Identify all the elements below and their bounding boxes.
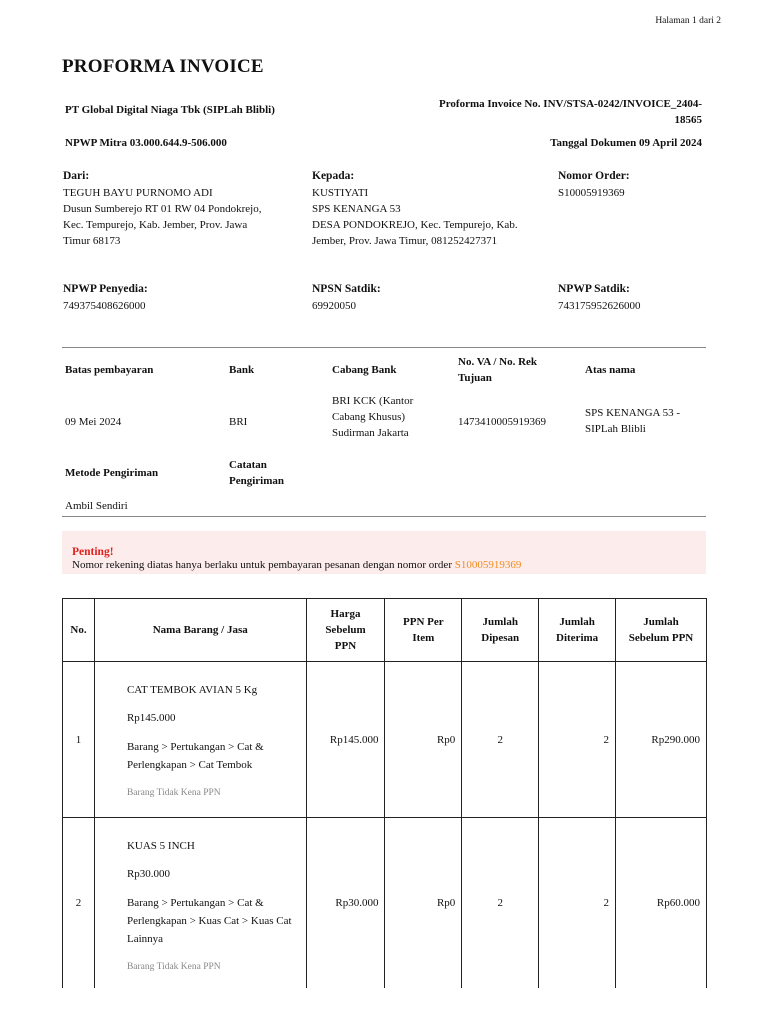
row-number: 1 bbox=[63, 662, 95, 818]
shipping-method-value: Ambil Sendiri bbox=[65, 500, 128, 512]
account-name-value bbox=[585, 405, 680, 437]
npwp-penyedia-value: 749375408626000 bbox=[63, 300, 146, 312]
recipient-line: Jember, Prov. Jawa Timur, 081252427371 bbox=[312, 235, 498, 247]
va-number-header-line: No. VA / No. Rek bbox=[458, 356, 538, 368]
bank-branch-line: BRI KCK (Kantor bbox=[332, 395, 414, 407]
npwp-satdik-block bbox=[558, 283, 641, 314]
item-price: Rp30.000 bbox=[126, 868, 171, 880]
item-cell bbox=[94, 818, 306, 988]
notice-title: Penting! bbox=[72, 546, 114, 558]
item-category-line: Barang > Pertukangan > Cat & bbox=[126, 741, 264, 753]
col-header-price-before-tax bbox=[306, 599, 385, 662]
order-number-block bbox=[558, 170, 630, 201]
recipient-line: DESA PONDOKREJO, Kec. Tempurejo, Kab. bbox=[312, 219, 518, 231]
va-number-header bbox=[458, 354, 537, 386]
item-price: Rp145.000 bbox=[126, 712, 176, 724]
header-line: Jumlah bbox=[559, 616, 595, 628]
header-line: Jumlah bbox=[643, 616, 679, 628]
sender-line: Dusun Sumberejo RT 01 RW 04 Pondokrejo, bbox=[63, 203, 262, 215]
invoice-number-line-2: 18565 bbox=[674, 114, 702, 126]
notice-text bbox=[72, 559, 521, 571]
item-name: KUAS 5 INCH bbox=[126, 840, 195, 852]
shipping-note-header-line: Pengiriman bbox=[229, 475, 284, 487]
table-row bbox=[63, 662, 707, 818]
header-line: PPN bbox=[334, 640, 357, 652]
document-title: PROFORMA INVOICE bbox=[62, 56, 264, 77]
col-header-no: No. bbox=[63, 599, 95, 662]
invoice-number-line-1: Proforma Invoice No. INV/STSA-0242/INVOICE_2404- bbox=[439, 98, 702, 110]
npwp-penyedia-block bbox=[63, 283, 148, 314]
item-tax-status: Barang Tidak Kena PPN bbox=[126, 788, 221, 798]
sender-line: Kec. Tempurejo, Kab. Jember, Prov. Jawa bbox=[63, 219, 248, 231]
bank-branch-value bbox=[332, 393, 413, 441]
divider bbox=[62, 347, 706, 348]
table-row bbox=[63, 818, 707, 988]
recipient-address bbox=[312, 185, 552, 249]
va-number-value: 1473410005919369 bbox=[458, 416, 546, 428]
document-date: Tanggal Dokumen 09 April 2024 bbox=[550, 137, 702, 149]
npwp-penyedia-label: NPWP Penyedia: bbox=[63, 283, 148, 295]
account-name-header: Atas nama bbox=[585, 364, 636, 376]
recipient-block bbox=[312, 170, 552, 249]
bank-header: Bank bbox=[229, 364, 255, 376]
col-header-qty-ordered bbox=[462, 599, 539, 662]
sender-line: TEGUH BAYU PURNOMO ADI bbox=[63, 187, 213, 199]
npsn-satdik-block bbox=[312, 283, 381, 314]
account-name-line: SIPLah Blibli bbox=[585, 423, 646, 435]
divider bbox=[62, 516, 706, 517]
item-category-line: Perlengkapan > Cat Tembok bbox=[126, 759, 253, 771]
bank-branch-line: Cabang Khusus) bbox=[332, 411, 406, 423]
qty-received: 2 bbox=[539, 662, 616, 818]
header-line: Diterima bbox=[556, 632, 599, 644]
npwp-satdik-label: NPWP Satdik: bbox=[558, 283, 630, 295]
header-line: Harga bbox=[330, 608, 361, 620]
payment-deadline-value: 09 Mei 2024 bbox=[65, 416, 122, 428]
bank-value: BRI bbox=[229, 416, 248, 428]
header-line: Dipesan bbox=[481, 632, 520, 644]
sender-label: Dari: bbox=[63, 170, 90, 182]
item-category bbox=[127, 738, 306, 774]
total-before-tax: Rp60.000 bbox=[616, 818, 707, 988]
sender-block bbox=[63, 170, 303, 249]
notice-order-number: S10005919369 bbox=[454, 559, 522, 571]
account-name-line: SPS KENANGA 53 - bbox=[585, 407, 681, 419]
item-category-line: Lainnya bbox=[126, 933, 164, 945]
header-line: Item bbox=[412, 632, 435, 644]
npwp-satdik-value: 743175952626000 bbox=[558, 300, 641, 312]
order-number-label: Nomor Order: bbox=[558, 170, 630, 182]
item-category bbox=[127, 894, 306, 948]
item-category-line: Perlengkapan > Kuas Cat > Kuas Cat bbox=[126, 915, 292, 927]
notice-message: Nomor rekening diatas hanya berlaku untuk pembayaran pesanan dengan nomor order bbox=[72, 559, 455, 571]
qty-received: 2 bbox=[539, 818, 616, 988]
recipient-line: KUSTIYATI bbox=[312, 187, 369, 199]
invoice-number bbox=[402, 96, 702, 128]
important-notice bbox=[62, 531, 706, 574]
tax-per-item: Rp0 bbox=[385, 818, 462, 988]
item-category-line: Barang > Pertukangan > Cat & bbox=[126, 897, 264, 909]
va-number-header-line: Tujuan bbox=[458, 372, 492, 384]
recipient-line: SPS KENANGA 53 bbox=[312, 203, 401, 215]
company-name: PT Global Digital Niaga Tbk (SIPLah Blibli) bbox=[65, 104, 275, 116]
header-line: Jumlah bbox=[482, 616, 518, 628]
item-tax-status: Barang Tidak Kena PPN bbox=[126, 962, 221, 972]
tax-per-item: Rp0 bbox=[385, 662, 462, 818]
price-before-tax: Rp30.000 bbox=[306, 818, 385, 988]
shipping-note-header bbox=[229, 457, 284, 489]
npwp-mitra: NPWP Mitra 03.000.644.9-506.000 bbox=[65, 137, 227, 149]
items-table bbox=[62, 598, 707, 988]
header-line: Sebelum bbox=[325, 624, 366, 636]
npsn-satdik-value: 69920050 bbox=[312, 300, 356, 312]
page-number: Halaman 1 dari 2 bbox=[655, 16, 721, 26]
header-line: PPN Per bbox=[403, 616, 444, 628]
item-name: CAT TEMBOK AVIAN 5 Kg bbox=[126, 684, 258, 696]
payment-deadline-header: Batas pembayaran bbox=[65, 364, 154, 376]
table-header-row bbox=[63, 599, 707, 662]
col-header-qty-received bbox=[539, 599, 616, 662]
shipping-note-header-line: Catatan bbox=[229, 459, 267, 471]
qty-ordered: 2 bbox=[462, 818, 539, 988]
npsn-satdik-label: NPSN Satdik: bbox=[312, 283, 381, 295]
total-before-tax: Rp290.000 bbox=[616, 662, 707, 818]
shipping-method-header: Metode Pengiriman bbox=[65, 467, 159, 479]
sender-line: Timur 68173 bbox=[63, 235, 121, 247]
item-cell bbox=[94, 662, 306, 818]
qty-ordered: 2 bbox=[462, 662, 539, 818]
row-number: 2 bbox=[63, 818, 95, 988]
recipient-label: Kepada: bbox=[312, 170, 355, 182]
bank-branch-header: Cabang Bank bbox=[332, 364, 397, 376]
bank-branch-line: Sudirman Jakarta bbox=[332, 427, 409, 439]
price-before-tax: Rp145.000 bbox=[306, 662, 385, 818]
order-number-value: S10005919369 bbox=[558, 187, 625, 199]
header-line: Sebelum PPN bbox=[628, 632, 694, 644]
col-header-item-name: Nama Barang / Jasa bbox=[94, 599, 306, 662]
col-header-tax-per-item bbox=[385, 599, 462, 662]
sender-address bbox=[63, 185, 303, 249]
col-header-total-before-tax bbox=[616, 599, 707, 662]
